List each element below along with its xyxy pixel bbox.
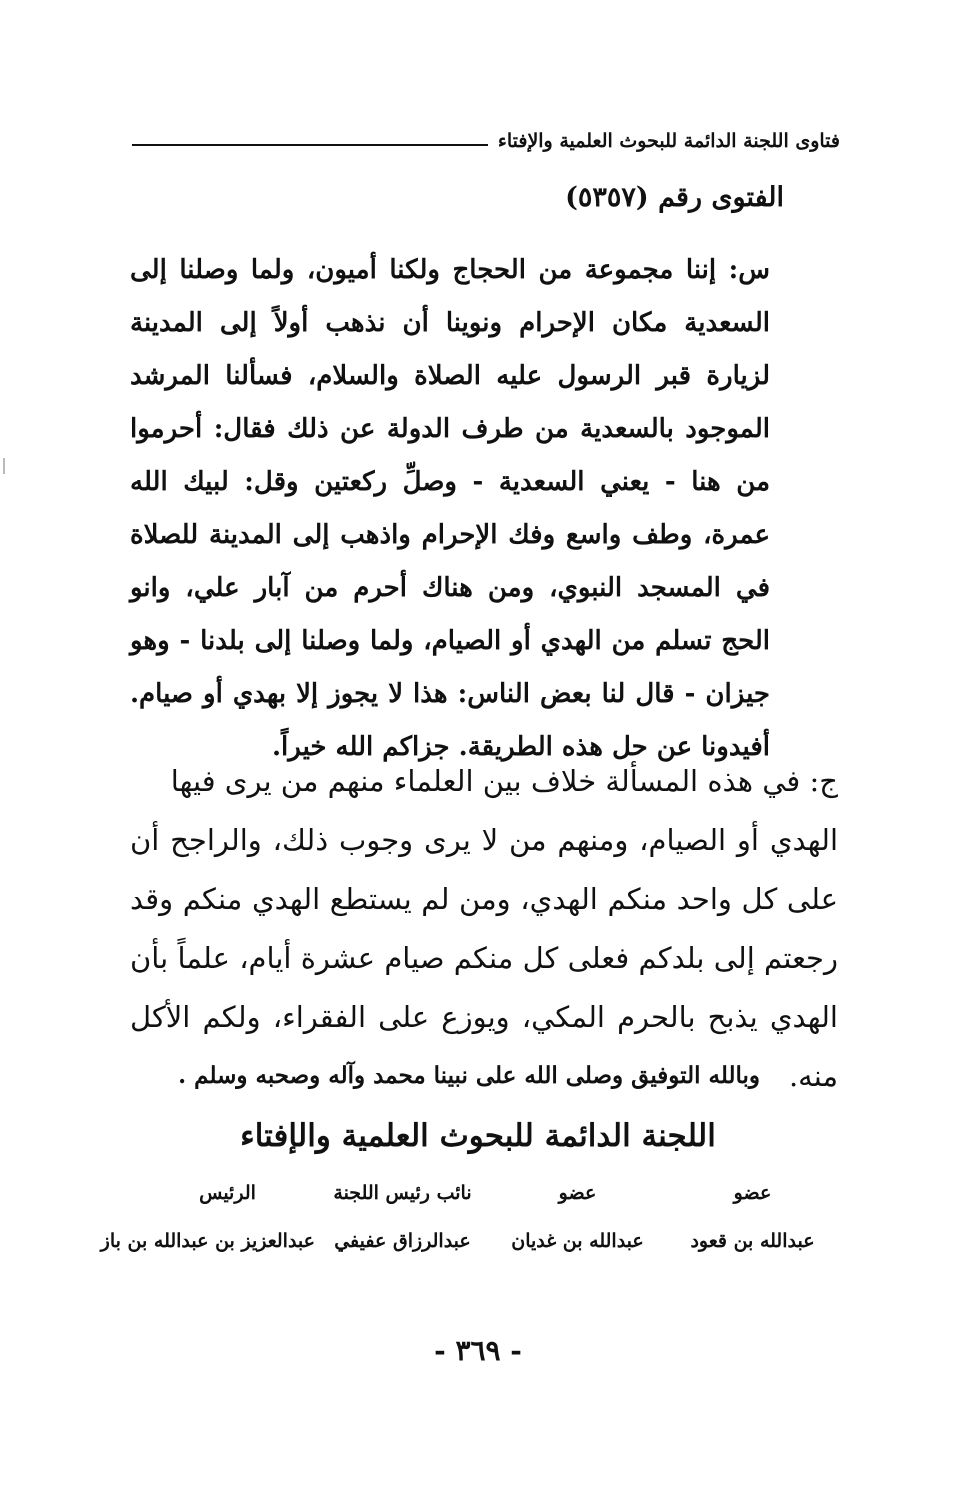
header-title: فتاوى اللجنة الدائمة للبحوث العلمية والإفتاء [497,130,840,153]
running-header [132,112,840,152]
header-rule [132,144,488,146]
signatory-roles [140,1182,840,1204]
answer-paragraph [130,752,838,1106]
signatory-role: عضو [733,1182,772,1204]
signatory-name: عبدالرزاق عفيفي [334,1230,471,1252]
scan-margin-mark [3,458,5,474]
page-number: - ٣٦٩ - [434,1334,522,1367]
signatory-role: الرئيس [199,1182,256,1204]
committee-title: اللجنة الدائمة للبحوث العلمية والإفتاء [240,1118,716,1154]
fatwa-number: الفتوى رقم (٥٣٥٧) [565,182,784,213]
closing-prayer: وبالله التوفيق وصلى الله على نبينا محمد وآله وصحبه وسلم . [178,1062,760,1089]
signatory-name: عبدالعزيز بن عبدالله بن باز [100,1230,315,1252]
answer-first-line: ج: في هذه المسألة خلاف بين العلماء منهم من يرى فيها [170,764,838,798]
signatory-role: نائب رئيس اللجنة [333,1182,472,1204]
signatory-name: عبدالله بن غديان [511,1230,644,1252]
signatory-names [100,1230,840,1252]
signatory-name: عبدالله بن قعود [690,1230,815,1252]
question-paragraph: س: إننا مجموعة من الحجاج ولكنا أميون، ولما وصلنا إلى السعدية مكان الإحرام ونوينا أن نذهب أولاً إلى المدينة لزيارة قبر الرسول عليه الصلاة والسلام، فسألنا المرشد الموجود بالسعدية من طرف الدولة عن ذلك فقال: أحرموا من هنا - يعني السعدية - وصلِّ ركعتين وقل: لبيك الله عمرة، وطف واسع وفك الإحرام واذهب إلى المدينة للصلاة في المسجد النبوي، ومن هناك أحرم من آبار علي، وانو الحج تسلم من الهدي أو الصيام، ولما وصلنا إلى بلدنا - وهو جيزان - قال لنا بعض الناس: هذا لا يجوز إلا بهدي أو صيام. أفيدونا عن حل هذه الطريقة. جزاكم الله خيراً. [130,255,770,762]
signatory-role: عضو [558,1182,597,1204]
answer-continuation: الهدي أو الصيام، ومنهم من لا يرى وجوب ذلك، والراجح أن على كل واحد منكم الهدي، ومن لم يستطع الهدي منكم وقد رجعتم إلى بلدكم فعلى كل منكم صيام عشرة أيام، علماً بأن الهدي يذبح بالحرم المكي، ويوزع على الفقراء، ولكم الأكل منه. [130,823,838,1093]
